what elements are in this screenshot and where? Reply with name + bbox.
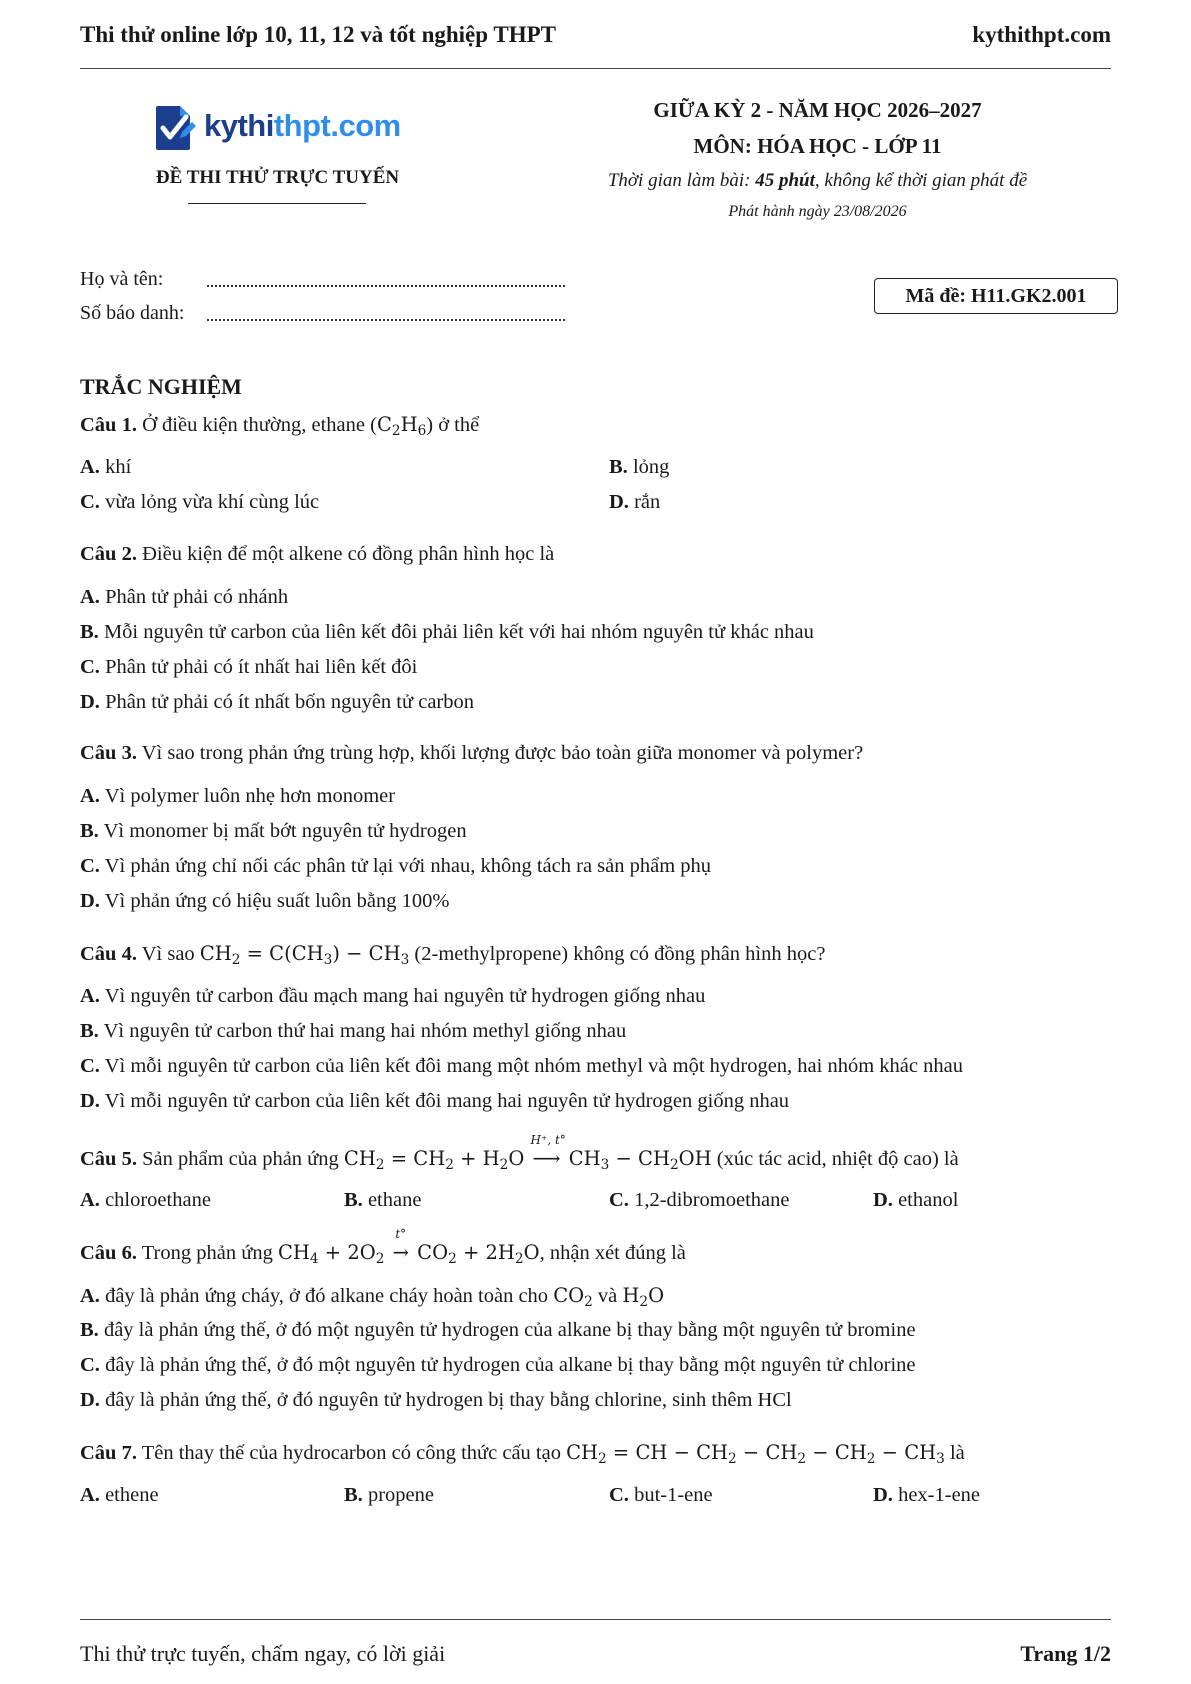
option-text: ethane: [367, 1189, 422, 1211]
exam-time: [545, 170, 1090, 192]
option-text: Vì mỗi nguyên tử carbon của liên kết đôi mang hai nguyên tử hydrogen giống nhau: [104, 1090, 790, 1112]
option-text: 1,2-dibromoethane: [634, 1189, 790, 1211]
exam-time-prefix: Thời gian làm bài:: [607, 170, 756, 191]
option-d[interactable]: D. rắn: [609, 491, 661, 513]
option-b[interactable]: B. propene: [344, 1484, 434, 1506]
option-a[interactable]: A. Vì polymer luôn nhẹ hơn monomer: [80, 785, 396, 807]
option-d[interactable]: D. Vì phản ứng có hiệu suất luôn bằng 100%: [80, 890, 450, 912]
site-logo[interactable]: [152, 102, 412, 157]
question-text: Ở điều kiện thường, ethane (: [142, 414, 377, 436]
question-text: Điều kiện để một alkene có đồng phân hình học là: [142, 543, 555, 565]
logo-wordmark-light: thpt.com: [273, 108, 401, 143]
option-text: lỏng: [632, 456, 670, 478]
option-b[interactable]: B. lỏng: [609, 456, 670, 478]
question-number: Câu 3.: [80, 742, 137, 764]
arrow-condition: H⁺, t°: [530, 1133, 566, 1147]
header-site-link[interactable]: kythithpt.com: [972, 22, 1111, 47]
option-b[interactable]: B. Vì nguyên tử carbon thứ hai mang hai nhóm methyl giống nhau: [80, 1020, 627, 1042]
option-text: Phân tử phải có ít nhất hai liên kết đôi: [105, 656, 418, 678]
option-text: Vì nguyên tử carbon đầu mạch mang hai nguyên tử hydrogen giống nhau: [104, 985, 706, 1007]
option-b[interactable]: B. đây là phản ứng thế, ở đó một nguyên tử hydrogen của alkane bị thay bằng một nguyên tử bromine: [80, 1319, 916, 1341]
option-d[interactable]: D. Vì mỗi nguyên tử carbon của liên kết đôi mang hai nguyên tử hydrogen giống nhau: [80, 1090, 790, 1112]
option-c[interactable]: C. Phân tử phải có ít nhất hai liên kết đôi: [80, 656, 418, 678]
reaction-equation: $CH_4 + 2O_2$ t° → $CO_2 + 2H_2O$: [277, 1227, 540, 1267]
option-a[interactable]: A. khí: [80, 456, 132, 478]
question-text-end: là: [944, 1442, 965, 1464]
option-a[interactable]: A. Phân tử phải có nhánh: [80, 586, 289, 608]
question-2: [80, 543, 554, 566]
logo-wordmark: [204, 108, 401, 144]
option-text: Vì nguyên tử carbon thứ hai mang hai nhóm methyl giống nhau: [103, 1020, 627, 1042]
exam-subject: MÔN: HÓA HỌC - LỚP 11: [693, 134, 942, 158]
question-number: Câu 6.: [80, 1242, 137, 1264]
question-number: Câu 4.: [80, 943, 137, 965]
footer-tagline: Thi thử trực tuyến, chấm ngay, có lời giải: [80, 1641, 446, 1666]
logo-icon: [152, 102, 200, 154]
option-b[interactable]: B. Mỗi nguyên tử carbon của liên kết đôi phải liên kết với hai nhóm nguyên tử khác nhau: [80, 621, 814, 643]
question-text: Sản phẩm của phản ứng: [142, 1148, 344, 1170]
option-text: đây là phản ứng thế, ở đó một nguyên tử hydrogen của alkane bị thay bằng một nguyên tử bromine: [103, 1319, 916, 1341]
option-c[interactable]: C. đây là phản ứng thế, ở đó một nguyên tử hydrogen của alkane bị thay bằng một nguyên tử chlorine: [80, 1354, 916, 1376]
option-text: Phân tử phải có nhánh: [105, 586, 289, 608]
option-a[interactable]: A. chloroethane: [80, 1189, 211, 1211]
footer-rule: [80, 1619, 1111, 1620]
option-d[interactable]: D. hex-1-ene: [873, 1484, 981, 1506]
question-number: Câu 2.: [80, 543, 137, 565]
question-text-end: (2-methylpropene) không có đồng phân hình học?: [409, 943, 826, 965]
option-text: khí: [105, 456, 132, 478]
section-heading: TRẮC NGHIỆM: [80, 374, 242, 399]
option-text: but-1-ene: [634, 1484, 713, 1506]
option-text: Vì mỗi nguyên tử carbon của liên kết đôi mang một nhóm methyl và một hydrogen, hai nhóm khác nhau: [104, 1055, 963, 1077]
option-a[interactable]: A. đây là phản ứng cháy, ở đó alkane cháy hoàn toàn cho $CO_2$ và $H_2O$: [80, 1284, 665, 1310]
option-text: đây là phản ứng cháy, ở đó alkane cháy hoàn toàn cho: [105, 1285, 554, 1307]
option-d[interactable]: D. đây là phản ứng thế, ở đó nguyên tử hydrogen bị thay bằng chlorine, sinh thêm HCl: [80, 1389, 792, 1411]
option-b[interactable]: B. ethane: [344, 1189, 422, 1211]
question-text: Vì sao: [141, 943, 200, 965]
header-rule: [80, 68, 1111, 69]
option-text: ethene: [105, 1484, 159, 1506]
question-number: Câu 1.: [80, 414, 137, 436]
page-number: Trang 1/2: [1020, 1641, 1111, 1666]
question-number: Câu 5.: [80, 1148, 137, 1170]
option-text: hex-1-ene: [898, 1484, 981, 1506]
question-text-end: , nhận xét đúng là: [539, 1242, 686, 1264]
question-3: [80, 742, 863, 765]
option-d[interactable]: D. Phân tử phải có ít nhất bốn nguyên tử carbon: [80, 691, 475, 713]
question-number: Câu 7.: [80, 1442, 137, 1464]
option-text: ethanol: [898, 1189, 959, 1211]
exam-time-suffix: , không kể thời gian phát đề: [814, 170, 1028, 191]
question-5: [80, 1133, 959, 1173]
header-left-text: Thi thử online lớp 10, 11, 12 và tốt nghiệp THPT: [80, 22, 556, 47]
option-b[interactable]: B. Vì monomer bị mất bớt nguyên tử hydrogen: [80, 820, 467, 842]
arrow-condition: t°: [395, 1227, 407, 1241]
question-text: Trong phản ứng: [141, 1242, 278, 1264]
exam-release-date: Phát hành ngày 23/08/2026: [728, 203, 907, 220]
option-d[interactable]: D. ethanol: [873, 1189, 959, 1211]
option-text: Vì polymer luôn nhẹ hơn monomer: [104, 785, 396, 807]
option-text: Mỗi nguyên tử carbon của liên kết đôi phải liên kết với hai nhóm nguyên tử khác nhau: [103, 621, 814, 643]
option-a[interactable]: A. ethene: [80, 1484, 159, 1506]
question-text: Tên thay thế của hydrocarbon có công thức cấu tạo: [141, 1442, 567, 1464]
option-text: Vì phản ứng có hiệu suất luôn bằng 100%: [104, 890, 450, 912]
option-text: chloroethane: [105, 1189, 211, 1211]
option-a[interactable]: A. Vì nguyên tử carbon đầu mạch mang hai nguyên tử hydrogen giống nhau: [80, 985, 706, 1007]
logo-wordmark-dark: kythi: [204, 108, 274, 143]
exam-code-badge: Mã đề: H11.GK2.001: [874, 278, 1118, 314]
option-c[interactable]: C. Vì mỗi nguyên tử carbon của liên kết đôi mang một nhóm methyl và một hydrogen, hai nhóm khác nhau: [80, 1055, 963, 1077]
option-text: Vì phản ứng chỉ nối các phân tử lại với nhau, không tách ra sản phẩm phụ: [104, 855, 712, 877]
name-label: Họ và tên:: [80, 268, 164, 290]
option-text: Phân tử phải có ít nhất bốn nguyên tử carbon: [105, 691, 475, 713]
question-6: [80, 1227, 686, 1267]
option-c[interactable]: C. Vì phản ứng chỉ nối các phân tử lại với nhau, không tách ra sản phẩm phụ: [80, 855, 712, 877]
option-c[interactable]: C. 1,2-dibromoethane: [609, 1189, 790, 1211]
option-text: đây là phản ứng thế, ở đó nguyên tử hydrogen bị thay bằng chlorine, sinh thêm HCl: [105, 1389, 792, 1411]
student-id-label: Số báo danh:: [80, 302, 185, 324]
option-text: Vì monomer bị mất bớt nguyên tử hydrogen: [103, 820, 467, 842]
question-text: Vì sao trong phản ứng trùng hợp, khối lượng được bảo toàn giữa monomer và polymer?: [141, 742, 864, 764]
option-text: propene: [367, 1484, 434, 1506]
question-1: Câu 1. Ở điều kiện thường, ethane $(C_2H_6)$ ở thể: [80, 413, 480, 439]
reaction-equation: $CH_2 = CH_2 + H_2O$ H⁺, t° ⟶ $CH_3 - CH_2OH$: [343, 1133, 712, 1173]
exam-title: GIỮA KỲ 2 - NĂM HỌC 2026–2027: [653, 98, 982, 122]
question-4: Câu 4. Vì sao $CH_2 = C(CH_3) - CH_3$ (2-methylpropene) không có đồng phân hình học?: [80, 942, 826, 968]
online-exam-subtitle: ĐỀ THI THỬ TRỰC TUYẾN: [155, 167, 400, 188]
option-c[interactable]: C. but-1-ene: [609, 1484, 713, 1506]
option-c[interactable]: C. vừa lỏng vừa khí cùng lúc: [80, 491, 320, 513]
question-text-end: ) ở thể: [426, 414, 480, 436]
question-7: Câu 7. Tên thay thế của hydrocarbon có công thức cấu tạo $CH_2$ = CH − $CH_2 - CH_2 - CH_2 - CH_3$ là: [80, 1441, 965, 1467]
option-text-and: và: [592, 1285, 623, 1307]
subtitle-underline: [188, 203, 366, 204]
student-id-field[interactable]: [207, 318, 565, 321]
question-text-end: (xúc tác acid, nhiệt độ cao) là: [711, 1148, 959, 1170]
option-text: vừa lỏng vừa khí cùng lúc: [105, 491, 320, 513]
name-field[interactable]: [207, 284, 565, 287]
exam-time-value: 45 phút: [755, 170, 815, 191]
option-text: đây là phản ứng thế, ở đó một nguyên tử hydrogen của alkane bị thay bằng một nguyên tử chlorine: [105, 1354, 916, 1376]
option-text: rắn: [634, 491, 661, 513]
